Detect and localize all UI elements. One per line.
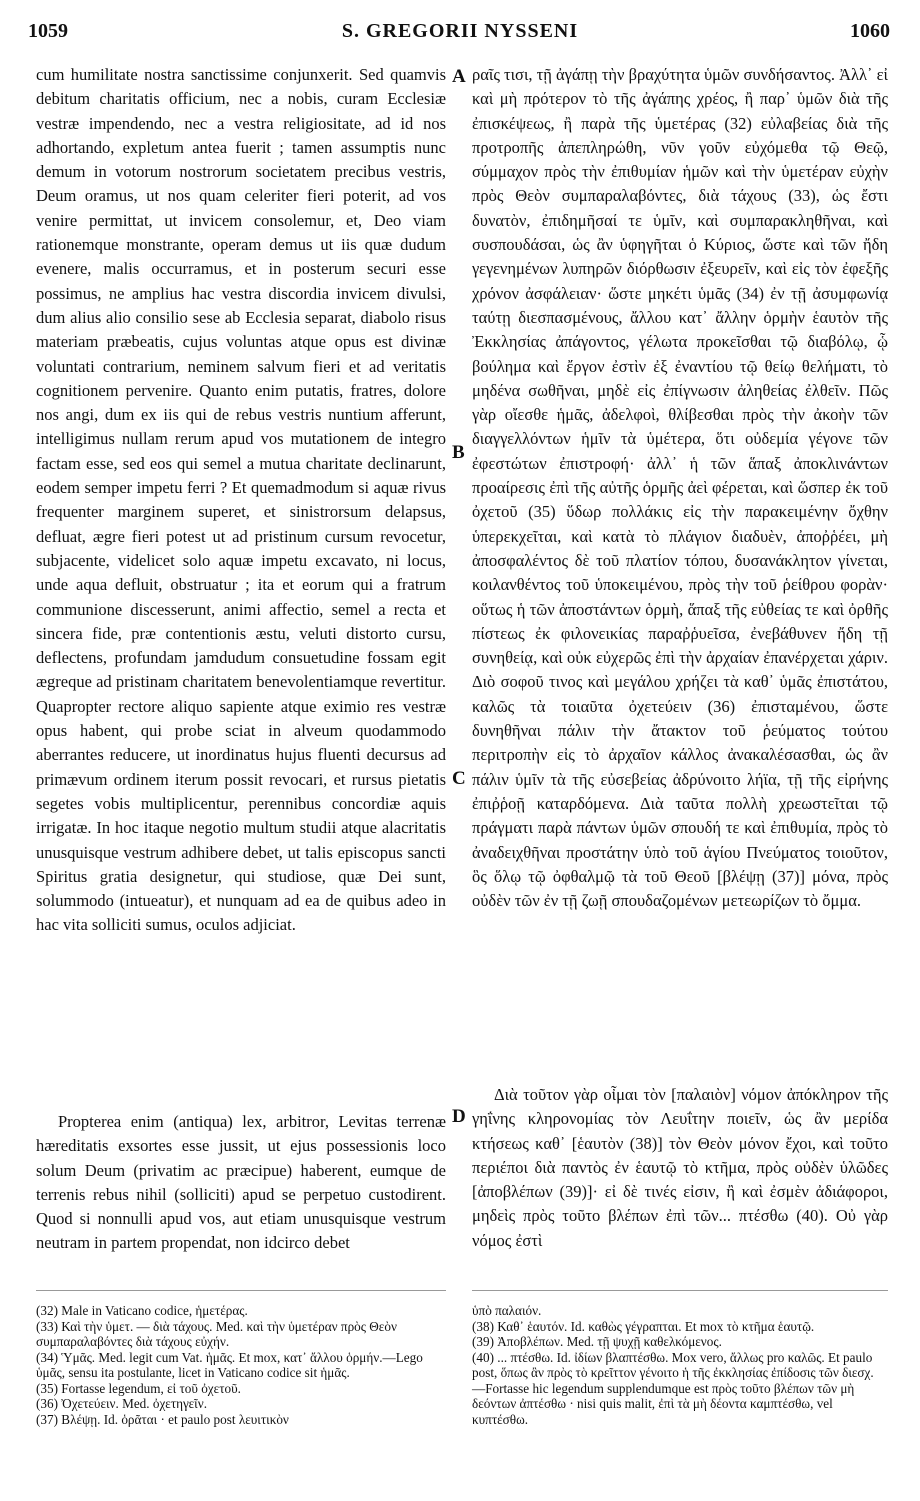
footnote: ὑπὸ παλαιόν.	[472, 1303, 542, 1318]
footnote: (32) Male in Vaticano codice, ἡμετέρας.	[36, 1303, 248, 1318]
greek-paragraph-2: Διὰ τοῦτον γὰρ οἶμαι τὸν [παλαιὸν] νόμον ἀπόκληρον τῆς γηΐνης κληρονομίας τὸν Λευΐτην ποιεῖν, ὡς ἂν μερίδα κτήσεως καθ᾽ [ἑαυτὸν (38)] τὸν Θεὸν μόνον ἔχοι, καὶ τοῦτο περιέποι διὰ παντὸς ἐν ἑαυτῷ τὸ κτῆμα, πρὸς οὐδὲν ὑλῶδες [ἀποβλέπων (39)]· εἰ δὲ τινές εἰσιν, ἢ καὶ ἐσμὲν ἀδιάφοροι, μηδεὶς πρὸς τοῦτο βλέπων ἐπὶ τῶν... πτέσθω (40). Οὐ γὰρ νόμος ἐστὶ	[472, 1085, 888, 1250]
latin-paragraph-2: Propterea enim (antiqua) lex, arbitror, Levitas terrenæ hæreditatis exsortes esse jussit, ut ejus possessionis loco solum Deum (privatim ac præcipue) haberent, eumque de terrenis rebus nihil (solliciti) apud se perpetuo custodirent. Quod si nonnulli apud vos, aut etiam unusquisque vestrum neutram in partem propendat, non idcirco debet	[36, 1112, 446, 1253]
footnote-divider-left	[36, 1290, 446, 1291]
page-number-right: 1060	[850, 20, 890, 42]
footnotes-left	[36, 1303, 446, 1427]
section-marker-c: C	[452, 768, 466, 789]
footnote: (39) Ἀποβλέπων. Med. τῇ ψυχῇ καθελκόμενος.	[472, 1334, 722, 1349]
latin-paragraph-1: cum humilitate nostra sanctissime conjunxerit. Sed quamvis debitum charitatis officium, nec a nobis, curam Ecclesiæ vestræ impendendo, nec a vestra religiositate, ad id nos adhortando, expletum antea fuerit ; tamen assumptis nunc demum in votorum nostrorum societatem precibus vestris, Deum oramus, ut nos quam celeriter fieri poterit, ad vos venire permittat, ut invicem consolemur, et, Deo viam rationemque monstrante, operam demus ut iis quæ dudum evenere, malis occurramus, et in posterum securi esse possimus, ne amplius hac vestra discordia invicem divulsi, dum alius alio consilio sese ab Ecclesia separat, diabolo risus materiam præbeatis, cujus voluntas atque opus est divinæ voluntati contrarium, neminem salvum fieri et ad veritatis cognitionem pervenire. Quanto enim putatis, fratres, dolore nos angi, dum ex iis qui de rebus vestris nuntium afferunt, intelligimus nullam rerum apud vos mutationem de integro factam esse, sed eos qui semel a mutua charitate declinarunt, eodem semper impetu ferri ? Et quemadmodum si aquæ rivus frequenter marginem superet, et sinistrorsum delapsus, defluat, ægre fieri potest ut ad pristinum cursum revocetur, subjacente, videlicet solo aquæ impetu excavato, ni locus, unde aqua defluit, obstruatur ; ita et eorum qui a fratrum communione discesserunt, animi affectio, semel a recta et sincera fide, præ contentionis æstu, veluti distorto cursu, deflectens, profundam jamdudum consuetudine fossam egit ægreque ad pristinam charitatem benevolentiamque revertitur. Quapropter rectore aliquo sapiente atque eximio res vestræ opus habent, qui probe sciat in alveum quodammodo aberrantes reducere, ut inordinatus hujus fluenti decursus ad primævum ordinem iterum possit revocari, et rursus pietatis segetes vobis multiplicentur, perennibus concordiæ aquis irrigatæ. In hoc itaque negotio multum studii atque alacritatis unusquisque vestrum adhibere debet, ut talis episcopus sancti Spiritus gratia designetur, qui studiose, quæ Dei sunt, solummodo (intueatur), et nunquam ad ea de quibus adeo in hac vita solliciti sumus, oculos adjiciat.	[36, 65, 446, 935]
section-marker-a: A	[452, 66, 466, 87]
footnote: (40) ... πτέσθω. Id. ἰδίων βλαπτέσθω. Mox vero, ἄλλως pro καλῶς. Et paulo post, ὅπως ἂν πρὸς τὸ κρεῖττον γένοιτο ἡ τῆς ἐκκλησίας ἐπίδοσις τῶν διεσχ. —Fortasse hic legendum supplendumque est πρὸς τοῦτο βλέπων τῶν μὴ δεόντων ἀπτέσθω · nisi quis malit, ἐπὶ τὰ μὴ δέοντα καμπτέσθω, vel κυπτέσθω.	[472, 1349, 874, 1427]
latin-column-lower	[36, 1110, 446, 1256]
page-number-left: 1059	[28, 20, 68, 42]
greek-column-lower	[472, 1083, 888, 1253]
footnote: (33) Καὶ τὴν ὑμετ. — διὰ τάχους. Med. καὶ τὴν ὑμετέραν πρὸς Θεὸν συμπαραλαβόντες διὰ τάχους εὐχήν.	[36, 1318, 397, 1349]
footnotes-right	[472, 1303, 888, 1427]
running-title: S. GREGORII NYSSENI	[341, 20, 579, 42]
section-marker-b: B	[452, 442, 465, 463]
footnote: (35) Fortasse legendum, εἰ τοῦ ὀχετοῦ.	[36, 1380, 241, 1396]
footnote-divider-right	[472, 1290, 888, 1291]
footnote: (37) Βλέψῃ. Id. ὁρᾶται · et paulo post λευιτικὸν	[36, 1411, 289, 1427]
footnote: (38) Καθ᾽ ἑαυτόν. Id. καθὼς γέγραπται. Et mox τὸ κτῆμα ἑαυτῷ.	[472, 1318, 815, 1334]
greek-column-upper	[472, 63, 888, 913]
footnote: (36) Ὀχετεύειν. Med. ὀχετηγεῖν.	[36, 1396, 207, 1411]
latin-column-upper	[36, 63, 446, 938]
greek-paragraph-1: ραῖς τισι, τῇ ἀγάπῃ τὴν βραχύτητα ὑμῶν συνδήσαντος. Ἀλλ᾽ εἰ καὶ μὴ πρότερον τὸ τῆς ἀγάπης χρέος, ἢ παρ᾽ ὑμῶν διὰ τῆς ἐπισκέψεως, ἢ παρὰ τῆς ὑμετέρας (32) εὐλαβείας διὰ τῆς προτροπῆς ἀπεπληρώθη, νῦν γοῦν εὐχόμεθα τῷ Θεῷ, σύμμαχον πρὸς τὴν ἐπιθυμίαν ἡμῶν καὶ τὴν ὑμετέραν εὐχὴν πρὸς Θεὸν συμπαραλαβόντες, διὰ τάχους (33), ὡς ἔστι δυνατὸν, ἐπιδημῆσαί τε ὑμῖν, καὶ συμπαρακληθῆναι, καὶ συσπουδάσαι, ὡς ἂν ὑφηγῆται ὁ Κύριος, ὥστε καὶ τῶν ἤδη γεγενημένων λυπηρῶν διόρθωσιν ἐξευρεῖν, καὶ εἰς τὸν ἐφεξῆς χρόνον ἀσφάλειαν· ὥστε μηκέτι ὑμᾶς (34) ἐν τῇ ἀσυμφωνίᾳ ταύτῃ διεσπασμένους, ἄλλου κατ᾽ ἄλλην ὁρμὴν ἑαυτὸν τῆς Ἐκκλησίας ἀπάγοντος, γέλωτα προκεῖσθαι τῷ διαβόλῳ, ᾧ βούλημα καὶ ἔργον ἐστὶν ἐξ ἐναντίου τῷ θείῳ θελήματι, τὸ μηδένα σωθῆναι, μηδὲ εἰς ἐπίγνωσιν ἀληθείας ἐλθεῖν. Πῶς γὰρ οἴεσθε ἡμᾶς, ἀδελφοὶ, θλίβεσθαι πρὸς τὴν ἀκοὴν τῶν διαγγελλόντων ἡμῖν τὰ ὑμέτερα, ὅτι οὐδεμία γέγονε τῶν ἐφεστώτων ἐπιστροφή· ἀλλ᾽ ἡ τῶν ἅπαξ ἀποκλινάντων προαίρεσις ἐπὶ τῆς αὐτῆς ὁρμῆς ἀεὶ φέρεται, καὶ ὥσπερ ἐκ τοῦ ὀχετοῦ (35) ὕδωρ πολλάκις εἰς τὴν παρακειμένην ὄχθην ὑπερεκχεῖται, καὶ κατὰ τὸ πλάγιον διαδυὲν, ἀποῤῥέει, μὴ ἀποσφαλέντος δὲ τοῦ πλατίον τόπου, δυσανάκλητον γίνεται, κοιλανθέντος τοῦ ὑποκειμένου, πρὸς τὴν τοῦ ῥείθρου φορὰν· οὕτως ἡ τῶν ἀποστάντων ὁρμὴ, ἅπαξ τῆς εὐθείας τε καὶ ὀρθῆς πίστεως ἐκ φιλονεικίας παραῤῥυεῖσα, ἐνεβάθυνεν ἤδη τῇ συνηθείᾳ, καὶ οὐκ εὐχερῶς ἐπὶ τὴν ἀρχαίαν ἐπανέρχεται χάριν. Διὸ σοφοῦ τινος καὶ μεγάλου χρήζει τὰ καθ᾽ ὑμᾶς ἐπιστάτου, καλῶς τὰ τοιαῦτα ὀχετεύειν (36) ἐπισταμένου, ὥστε δυνηθῆναι πάλιν τὴν ἄτακτον τοῦ ῥεύματος τούτου περιτροπὴν εἰς τὸ ἀρχαῖον κάλλος ἀνακαλέσασθαι, ὡς ἂν πάλιν ὑμῖν τὰ τῆς εὐσεβείας ἀδρύνοιτο λήϊα, τῇ τῆς εἰρήνης ἐπιῤῥοῇ καταρδόμενα. Διὰ ταῦτα πολλὴ χρεωστεῖται τῷ πράγματι παρὰ πάντων ὑμῶν σπουδή τε καὶ ἐπιθυμία, πρὸς τὸ ἀναδειχθῆναι προστάτην ὑπὸ τοῦ ἁγίου Πνεύματος τοιοῦτον, ὃς ὅλῳ τῷ ὀφθαλμῷ τὰ τοῦ Θεοῦ [βλέψῃ (37)] μόνα, πρὸς οὐδὲν τῶν ἐν τῇ ζωῇ σπουδαζομένων μετεωρίζων τὸ ὄμμα.	[472, 65, 888, 911]
section-marker-d: D	[452, 1106, 466, 1127]
footnote: (34) Ὑμᾶς. Med. legit cum Vat. ἡμᾶς. Et mox, κατ᾽ ἄλλου ὁρμήν.—Lego ὑμᾶς, sensu ita postulante, licet in Vaticano codice sit ἡμᾶς.	[36, 1349, 423, 1380]
page-header	[0, 20, 920, 50]
